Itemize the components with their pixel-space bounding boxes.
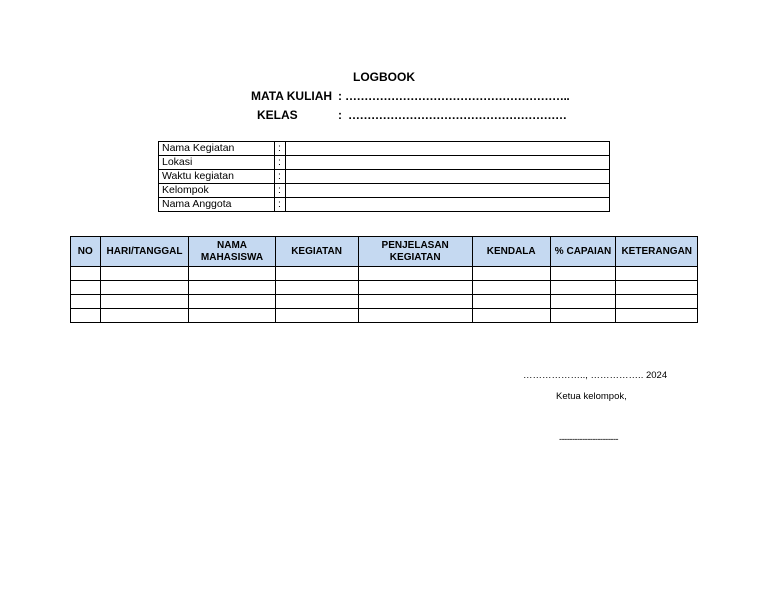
table-cell[interactable] <box>71 267 101 281</box>
info-value-cell[interactable] <box>286 156 610 170</box>
table-cell[interactable] <box>189 309 275 323</box>
info-label: Nama Anggota <box>159 198 275 212</box>
header-penjelasan-kegiatan: PENJELASAN KEGIATAN <box>358 237 472 267</box>
table-cell[interactable] <box>550 267 616 281</box>
table-cell[interactable] <box>550 281 616 295</box>
info-value-cell[interactable] <box>286 170 610 184</box>
table-cell[interactable] <box>472 295 550 309</box>
table-cell[interactable] <box>275 309 358 323</box>
table-cell[interactable] <box>358 295 472 309</box>
info-label: Nama Kegiatan <box>159 142 275 156</box>
table-cell[interactable] <box>100 267 189 281</box>
info-value-cell[interactable] <box>286 184 610 198</box>
table-cell[interactable] <box>189 295 275 309</box>
header-kendala: KENDALA <box>472 237 550 267</box>
info-value-cell[interactable] <box>286 198 610 212</box>
table-row <box>71 309 698 323</box>
table-cell[interactable] <box>472 267 550 281</box>
table-cell[interactable] <box>358 309 472 323</box>
table-row <box>71 281 698 295</box>
mata-kuliah-colon: : <box>338 89 342 103</box>
info-colon: : <box>275 170 286 184</box>
info-colon: : <box>275 198 286 212</box>
table-cell[interactable] <box>472 309 550 323</box>
info-value-cell[interactable] <box>286 142 610 156</box>
table-cell[interactable] <box>616 309 698 323</box>
table-row <box>71 295 698 309</box>
table-cell[interactable] <box>472 281 550 295</box>
info-colon: : <box>275 142 286 156</box>
table-cell[interactable] <box>275 295 358 309</box>
signature-line[interactable]: ----------------------- <box>559 434 618 445</box>
table-row <box>71 267 698 281</box>
info-colon: : <box>275 184 286 198</box>
mata-kuliah-label: MATA KULIAH <box>251 89 333 103</box>
info-colon: : <box>275 156 286 170</box>
table-cell[interactable] <box>616 295 698 309</box>
info-row-lokasi <box>159 156 610 170</box>
table-cell[interactable] <box>100 281 189 295</box>
info-row-kelompok <box>159 184 610 198</box>
logbook-header-row <box>71 237 698 267</box>
info-row-nama-anggota <box>159 198 610 212</box>
table-cell[interactable] <box>275 281 358 295</box>
header-nama-mahasiswa: NAMA MAHASISWA <box>189 237 275 267</box>
kelas-colon: : <box>338 108 342 122</box>
header-hari-tanggal: HARI/TANGGAL <box>100 237 189 267</box>
info-table <box>158 141 610 212</box>
signature-role: Ketua kelompok, <box>556 391 627 402</box>
header-kegiatan: KEGIATAN <box>275 237 358 267</box>
table-cell[interactable] <box>616 281 698 295</box>
info-label: Kelompok <box>159 184 275 198</box>
table-cell[interactable] <box>550 309 616 323</box>
place-date-line[interactable]: ……………….., …………….. 2024 <box>523 370 668 381</box>
table-cell[interactable] <box>358 267 472 281</box>
kelas-value[interactable]: ………………………………………………… <box>348 108 567 122</box>
table-cell[interactable] <box>189 267 275 281</box>
page-title: LOGBOOK <box>353 70 415 84</box>
kelas-label: KELAS <box>257 108 298 122</box>
logbook-table <box>70 236 698 323</box>
table-cell[interactable] <box>358 281 472 295</box>
table-cell[interactable] <box>275 267 358 281</box>
table-cell[interactable] <box>616 267 698 281</box>
header-no: NO <box>71 237 101 267</box>
header-keterangan: KETERANGAN <box>616 237 698 267</box>
table-cell[interactable] <box>189 281 275 295</box>
table-cell[interactable] <box>71 295 101 309</box>
info-label: Lokasi <box>159 156 275 170</box>
info-row-waktu-kegiatan <box>159 170 610 184</box>
info-row-nama-kegiatan <box>159 142 610 156</box>
table-cell[interactable] <box>100 295 189 309</box>
table-cell[interactable] <box>71 281 101 295</box>
table-cell[interactable] <box>71 309 101 323</box>
table-cell[interactable] <box>550 295 616 309</box>
mata-kuliah-value[interactable]: ………………………………………………….. <box>345 89 570 103</box>
info-label: Waktu kegiatan <box>159 170 275 184</box>
header-capaian: % CAPAIAN <box>550 237 616 267</box>
table-cell[interactable] <box>100 309 189 323</box>
